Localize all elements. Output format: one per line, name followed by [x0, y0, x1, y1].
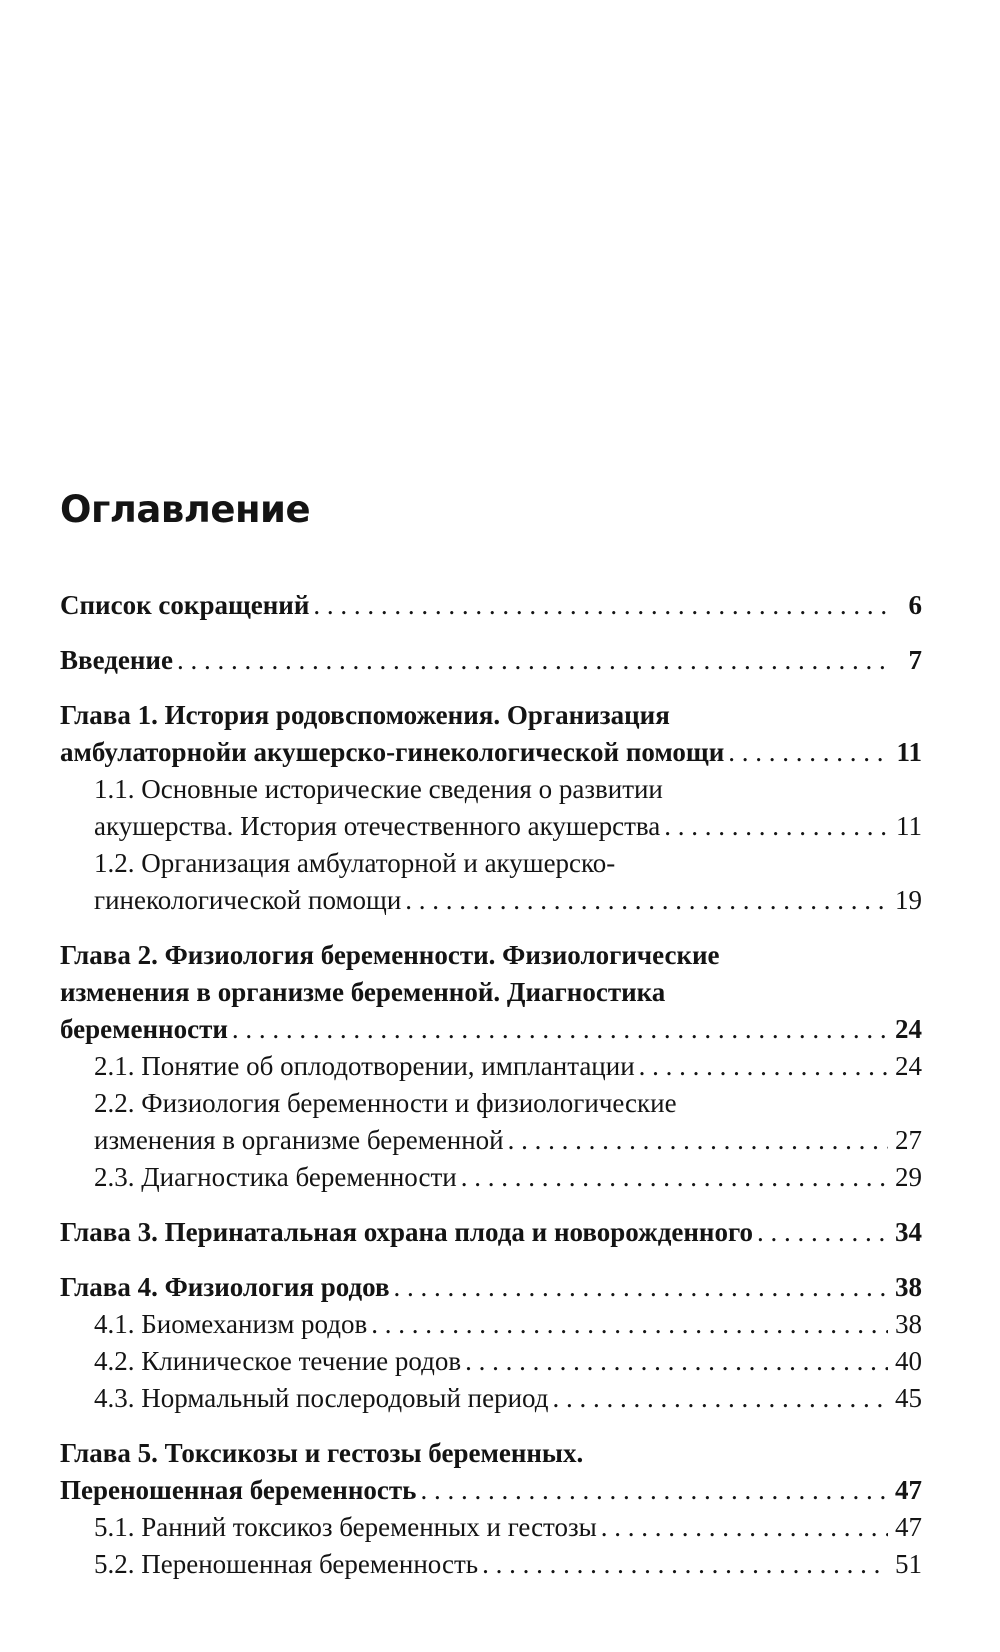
toc-entry-line	[94, 1546, 922, 1583]
dot-leader	[405, 882, 888, 919]
toc-entry-title-line: Глава 1. История родовспоможения. Организация	[60, 700, 670, 730]
dot-leader	[461, 1159, 888, 1196]
toc-entry-title-line: 1.1. Основные исторические сведения о развитии	[94, 774, 663, 804]
toc-page-number: 34	[895, 1217, 922, 1247]
toc-page-number: 38	[895, 1309, 922, 1339]
toc-entry-line	[94, 1122, 922, 1159]
toc-page-number: 24	[895, 1014, 922, 1044]
toc-entry-title-line: 2.2. Физиология беременности и физиологические	[94, 1088, 677, 1118]
toc-page-number: 45	[895, 1383, 922, 1413]
toc-subsection-entry[interactable]	[60, 1380, 922, 1417]
toc-entry-title: 5.2. Переношенная беременность	[94, 1549, 479, 1579]
toc-chapter-entry[interactable]	[60, 1435, 922, 1509]
toc-page-number: 6	[908, 590, 922, 620]
toc-entry-title: беременности	[60, 1014, 228, 1044]
toc-entry-title-line: Глава 2. Физиология беременности. Физиологические	[60, 940, 720, 970]
toc-chapter-entry[interactable]	[60, 587, 922, 624]
page-title: Оглавление	[60, 488, 311, 531]
dot-leader	[664, 808, 888, 845]
toc-entry-title: акушерства. История отечественного акушерства	[94, 811, 661, 841]
toc-entry-line	[60, 734, 922, 771]
dot-leader	[177, 642, 888, 679]
dot-leader	[508, 1122, 888, 1159]
toc-page-number: 11	[896, 737, 922, 767]
toc-subsection-entry[interactable]	[60, 845, 922, 919]
dot-leader	[394, 1269, 888, 1306]
toc-entry-line	[60, 587, 922, 624]
toc-subsection-entry[interactable]	[60, 1343, 922, 1380]
dot-leader	[465, 1343, 888, 1380]
toc-entry-line	[60, 1214, 922, 1251]
toc-entry-title: Список сокращений	[60, 590, 310, 620]
dot-leader	[313, 587, 888, 624]
toc-page-number: 51	[895, 1549, 922, 1579]
dot-leader	[420, 1472, 888, 1509]
toc-entry-line	[94, 1343, 922, 1380]
dot-leader	[757, 1214, 888, 1251]
dot-leader	[482, 1546, 888, 1583]
toc-entry-line	[94, 1509, 922, 1546]
toc-page-number: 38	[895, 1272, 922, 1302]
dot-leader	[232, 1011, 888, 1048]
toc-entry-line	[94, 1159, 922, 1196]
toc-chapter-entry[interactable]	[60, 1269, 922, 1306]
toc-page-number: 24	[895, 1051, 922, 1081]
toc-chapter-entry[interactable]	[60, 937, 922, 1048]
toc-entry-title-line: изменения в организме беременной. Диагностика	[60, 977, 666, 1007]
toc-entry-title: Введение	[60, 645, 173, 675]
toc-entry-title: 5.1. Ранний токсикоз беременных и гестозы	[94, 1512, 597, 1542]
toc-entry-line	[94, 882, 922, 919]
toc-page-number: 11	[896, 811, 922, 841]
toc-subsection-entry[interactable]	[60, 1048, 922, 1085]
toc-entry-line	[60, 1269, 922, 1306]
toc-entry-title: 2.3. Диагностика беременности	[94, 1162, 457, 1192]
toc-entry-line	[60, 642, 922, 679]
toc-entry-line	[60, 1011, 922, 1048]
toc-entry-title: амбулаторнойи акушерско-гинекологической помощи	[60, 737, 725, 767]
table-of-contents	[60, 587, 922, 1583]
toc-subsection-entry[interactable]	[60, 1546, 922, 1583]
toc-entry-title: изменения в организме беременной	[94, 1125, 504, 1155]
toc-entry-title-line: Глава 5. Токсикозы и гестозы беременных.	[60, 1438, 584, 1468]
toc-entry-line	[94, 1048, 922, 1085]
toc-chapter-entry[interactable]	[60, 1214, 922, 1251]
toc-subsection-entry[interactable]	[60, 1509, 922, 1546]
dot-leader	[639, 1048, 888, 1085]
toc-page-number: 40	[895, 1346, 922, 1376]
toc-page-number: 27	[895, 1125, 922, 1155]
dot-leader	[728, 734, 888, 771]
dot-leader	[371, 1306, 888, 1343]
toc-page-number: 29	[895, 1162, 922, 1192]
toc-page-number: 47	[895, 1475, 922, 1505]
toc-entry-title: 2.1. Понятие об оплодотворении, имплантации	[94, 1051, 635, 1081]
dot-leader	[601, 1509, 888, 1546]
toc-subsection-entry[interactable]	[60, 1159, 922, 1196]
toc-chapter-entry[interactable]	[60, 697, 922, 771]
toc-entry-title: 4.2. Клиническое течение родов	[94, 1346, 462, 1376]
toc-subsection-entry[interactable]	[60, 771, 922, 845]
toc-entry-line	[94, 1306, 922, 1343]
toc-entry-title: Глава 4. Физиология родов	[60, 1272, 390, 1302]
toc-entry-line	[94, 808, 922, 845]
toc-entry-line	[60, 1472, 922, 1509]
toc-page-number: 47	[895, 1512, 922, 1542]
toc-page-number: 19	[895, 885, 922, 915]
toc-entry-line	[94, 1380, 922, 1417]
toc-entry-title: Переношенная беременность	[60, 1475, 417, 1505]
toc-entry-title: 4.1. Биомеханизм родов	[94, 1309, 368, 1339]
toc-entry-title: гинекологической помощи	[94, 885, 402, 915]
toc-entry-title: Глава 3. Перинатальная охрана плода и новорожденного	[60, 1217, 754, 1247]
dot-leader	[553, 1380, 889, 1417]
toc-entry-title-line: 1.2. Организация амбулаторной и акушерско-	[94, 848, 616, 878]
toc-subsection-entry[interactable]	[60, 1306, 922, 1343]
toc-entry-title: 4.3. Нормальный послеродовый период	[94, 1383, 549, 1413]
toc-subsection-entry[interactable]	[60, 1085, 922, 1159]
toc-page-number: 7	[908, 645, 922, 675]
toc-chapter-entry[interactable]	[60, 642, 922, 679]
